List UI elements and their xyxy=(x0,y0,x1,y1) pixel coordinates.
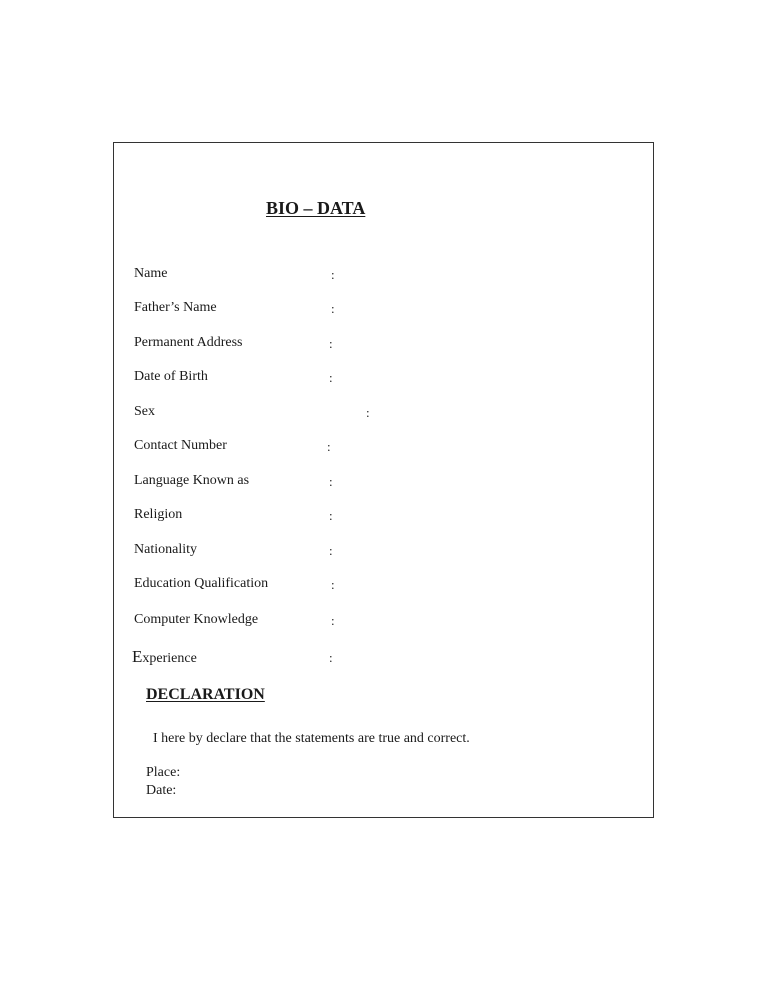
field-label-name: Name xyxy=(134,266,168,281)
field-colon-religion: : xyxy=(329,508,333,523)
field-colon-date-of-birth: : xyxy=(329,370,333,385)
field-colon-language-known: : xyxy=(329,474,333,489)
field-label-permanent-address: Permanent Address xyxy=(134,335,243,350)
bio-data-form xyxy=(113,142,654,818)
field-label-sex: Sex xyxy=(134,404,155,419)
field-colon-education-qualification: : xyxy=(331,577,335,592)
field-label-experience xyxy=(132,647,197,667)
field-label-contact-number: Contact Number xyxy=(134,438,227,453)
field-colon-contact-number: : xyxy=(327,439,331,454)
page-title: BIO – DATA xyxy=(266,198,366,218)
field-label-education-qualification: Education Qualification xyxy=(134,576,269,591)
field-label-date-of-birth: Date of Birth xyxy=(134,369,208,384)
field-label-nationality: Nationality xyxy=(134,542,197,557)
field-colon-nationality: : xyxy=(329,543,333,558)
field-label-computer-knowledge: Computer Knowledge xyxy=(134,612,259,627)
date-label: Date: xyxy=(146,783,177,798)
place-label: Place: xyxy=(146,765,181,780)
field-colon-computer-knowledge: : xyxy=(331,613,335,628)
declaration-heading: DECLARATION xyxy=(146,686,265,703)
field-label-experience-initial: E xyxy=(132,647,143,666)
field-label-religion: Religion xyxy=(134,507,183,522)
declaration-text: I here by declare that the statements are true and correct. xyxy=(153,731,470,746)
field-colon-name: : xyxy=(331,267,335,282)
field-colon-fathers-name: : xyxy=(331,301,335,316)
field-label-fathers-name: Father’s Name xyxy=(134,300,217,315)
field-colon-permanent-address: : xyxy=(329,336,333,351)
field-colon-experience: : xyxy=(329,650,333,665)
field-label-experience-rest: xperience xyxy=(142,651,197,666)
field-colon-sex: : xyxy=(366,405,370,420)
field-label-language-known: Language Known as xyxy=(134,473,250,488)
